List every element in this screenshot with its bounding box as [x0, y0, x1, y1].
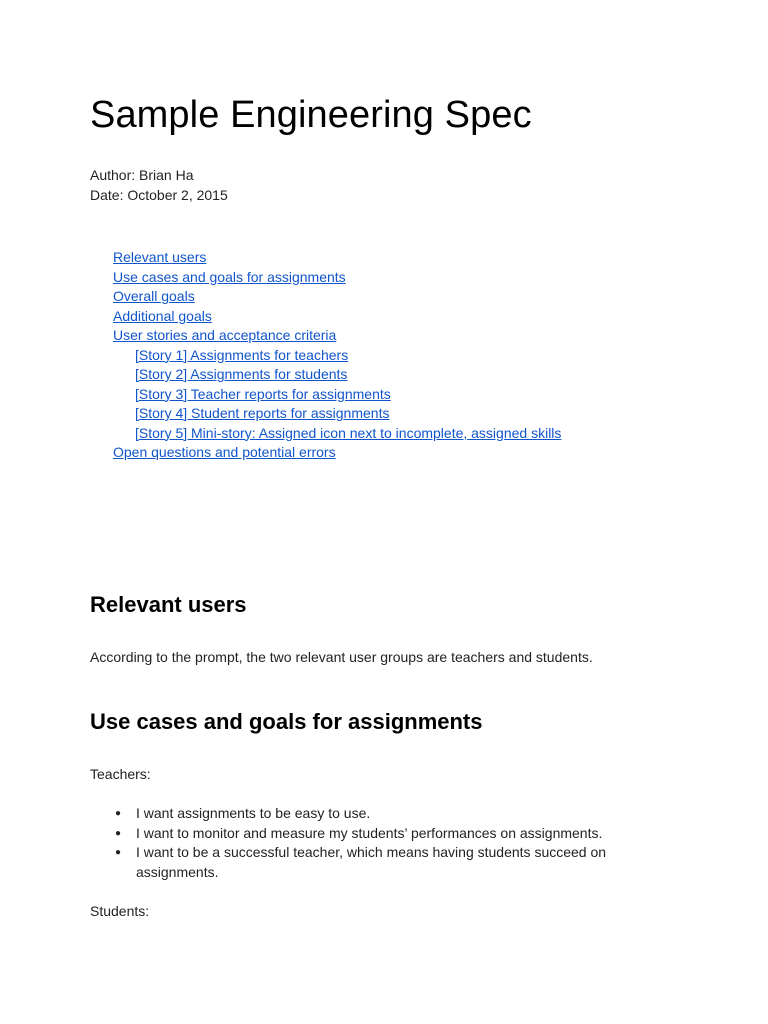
toc-link-story-1[interactable]: [Story 1] Assignments for teachers	[135, 346, 349, 363]
toc-item	[113, 307, 561, 327]
section-heading-relevant-users: Relevant users	[90, 592, 247, 617]
toc-item	[113, 404, 561, 424]
toc-item	[113, 443, 561, 463]
relevant-users-paragraph: According to the prompt, the two relevant user groups are teachers and students.	[90, 649, 593, 665]
toc-link-story-4[interactable]: [Story 4] Student reports for assignments	[135, 405, 390, 421]
toc-item	[113, 385, 561, 405]
toc-link-use-cases[interactable]: Use cases and goals for assignments	[113, 268, 346, 285]
toc-link-overall-goals[interactable]: Overall goals	[113, 288, 195, 304]
list-item	[90, 843, 650, 882]
bullet-icon: ●	[115, 827, 122, 839]
list-item-text: I want to be a successful teacher, which means having students succeed on assignments.	[136, 844, 607, 880]
toc-link-story-3[interactable]: [Story 3] Teacher reports for assignments	[135, 385, 391, 402]
bullet-icon: ●	[115, 847, 122, 858]
section-heading-use-cases: Use cases and goals for assignments	[90, 709, 483, 734]
toc-item	[113, 365, 561, 385]
table-of-contents	[113, 248, 561, 463]
toc-link-open-questions[interactable]: Open questions and potential errors	[113, 444, 336, 460]
toc-link-relevant-users[interactable]: Relevant users	[113, 249, 207, 265]
toc-item	[113, 424, 561, 444]
list-item	[90, 804, 650, 824]
list-item-text: I want assignments to be easy to use.	[136, 805, 371, 821]
bullet-icon: ●	[115, 808, 122, 819]
teacher-goals-list	[90, 804, 650, 882]
students-label: Students:	[90, 903, 150, 919]
author-line: Author: Brian Ha	[90, 167, 194, 183]
list-item-text: I want to monitor and measure my students’ performances on assignments.	[136, 824, 603, 841]
toc-link-user-stories[interactable]: User stories and acceptance criteria	[113, 327, 337, 343]
document-title: Sample Engineering Spec	[90, 94, 532, 136]
toc-item	[113, 268, 561, 288]
toc-link-additional-goals[interactable]: Additional goals	[113, 307, 212, 324]
toc-link-story-2[interactable]: [Story 2] Assignments for students	[135, 366, 348, 382]
date-line: Date: October 2, 2015	[90, 187, 228, 203]
teachers-label: Teachers:	[90, 766, 151, 782]
toc-link-story-5[interactable]: [Story 5] Mini-story: Assigned icon next to incomplete, assigned skills	[135, 424, 562, 441]
toc-item	[113, 346, 561, 366]
list-item	[90, 824, 650, 844]
toc-item	[113, 248, 561, 268]
toc-item	[113, 326, 561, 346]
toc-item	[113, 287, 561, 307]
